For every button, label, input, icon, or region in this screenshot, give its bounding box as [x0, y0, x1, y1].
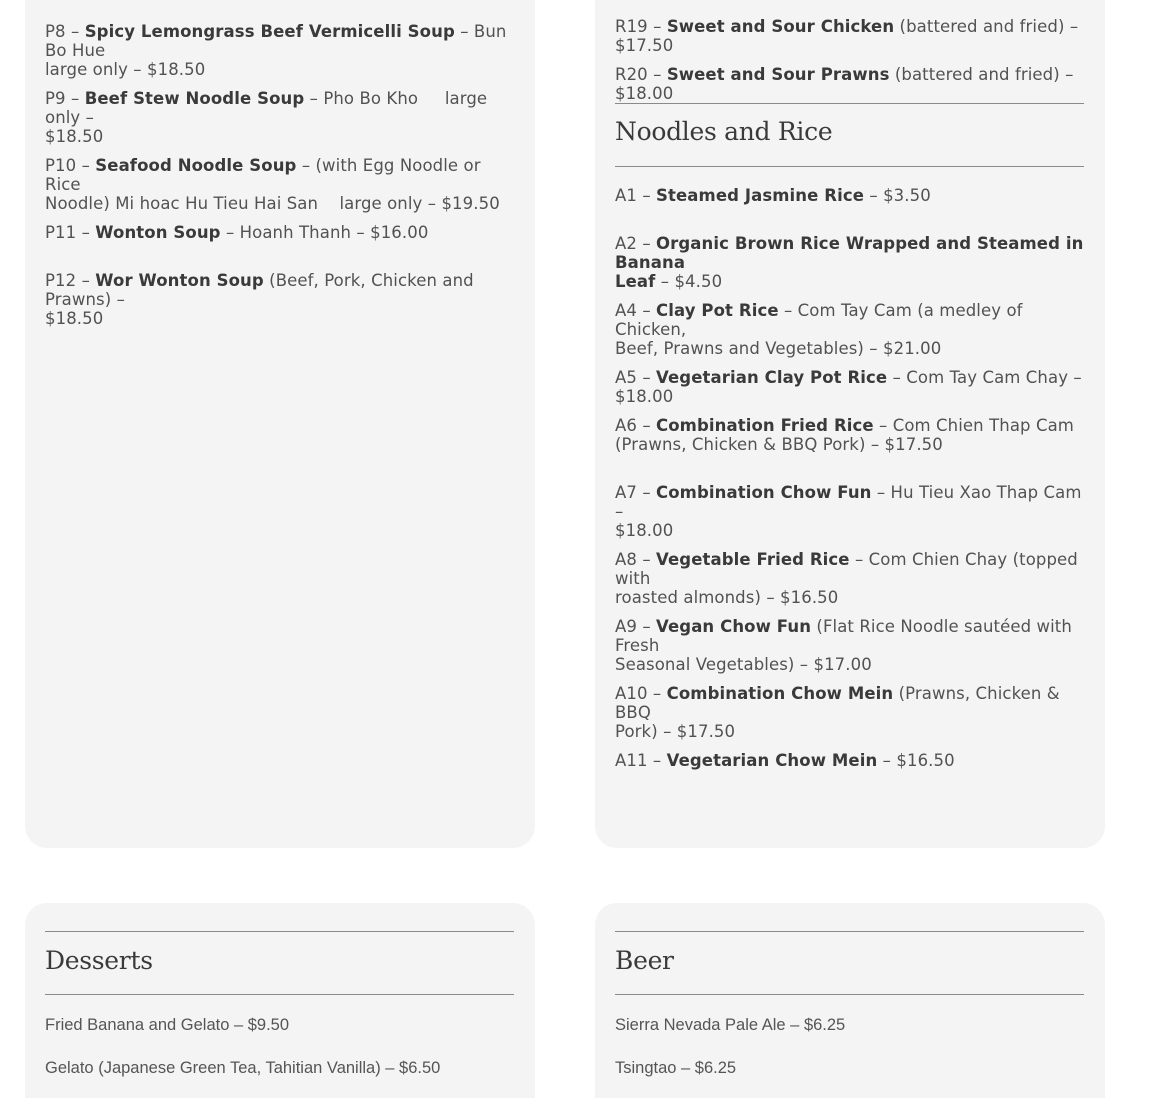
section-title: Desserts [45, 946, 153, 975]
item-code: P12 – [45, 271, 96, 290]
item-desc: – Com Tay Cam (a medley of Chicken, [615, 301, 1023, 339]
item-name: Sweet and Sour Prawns [666, 65, 890, 84]
section-title: Noodles and Rice [615, 117, 833, 146]
menu-item-r20 [615, 65, 1085, 103]
section-divider-top [45, 931, 514, 932]
item-name: Vegetarian Clay Pot Rice [656, 368, 888, 387]
menu-item-p9 [45, 89, 515, 146]
section-divider-bottom [615, 994, 1084, 995]
item-desc: – Hu Tieu Xao Thap Cam – [615, 483, 1082, 521]
item-desc: (battered and fried) – $17.50 [615, 17, 1079, 55]
item-code: A5 – [615, 368, 657, 387]
item-code: P8 – [45, 22, 85, 41]
item-desc-line2: large only – $18.50 [45, 60, 206, 79]
beer-item: Tsingtao – $6.25 [615, 1059, 737, 1077]
item-desc: (Prawns, Chicken & BBQ [615, 684, 1060, 722]
item-name: Seafood Noodle Soup [95, 156, 297, 175]
desserts-card [25, 903, 535, 1098]
beer-card [595, 903, 1105, 1098]
menu-item-a8 [615, 550, 1085, 607]
item-code: A2 – [615, 234, 657, 253]
item-desc-line2: Beef, Prawns and Vegetables) – $21.00 [615, 339, 942, 358]
item-name: Beef Stew Noodle Soup [84, 89, 305, 108]
item-desc-line2: roasted almonds) – $16.50 [615, 588, 839, 607]
item-desc: – Hoanh Thanh – $16.00 [220, 223, 429, 242]
section-title: Beer [615, 946, 674, 975]
item-name: Vegan Chow Fun [656, 617, 812, 636]
noodles-rice-card [595, 0, 1105, 848]
menu-item-p12 [45, 271, 515, 328]
menu-item-a7 [615, 483, 1085, 540]
menu-item-a5 [615, 368, 1085, 406]
item-code: A9 – [615, 617, 657, 636]
menu-item-a2 [615, 234, 1085, 291]
item-desc: (battered and fried) – $18.00 [615, 65, 1074, 103]
item-name: Combination Chow Fun [656, 483, 872, 502]
item-code: P10 – [45, 156, 96, 175]
item-code: A1 – [615, 186, 657, 205]
dessert-item: Fried Banana and Gelato – $9.50 [45, 1016, 290, 1034]
item-desc-line2: Seasonal Vegetables) – $17.00 [615, 655, 872, 674]
section-divider-top [615, 103, 1084, 104]
item-code: A8 – [615, 550, 657, 569]
menu-item-a1 [615, 186, 1085, 205]
item-name: Wonton Soup [95, 223, 221, 242]
soups-card [25, 0, 535, 848]
item-desc: – Pho Bo Kho large only – [45, 89, 488, 127]
item-code: A4 – [615, 301, 657, 320]
item-desc: – Com Chien Thap Cam [873, 416, 1074, 435]
item-code: P11 – [45, 223, 96, 242]
item-name: Vegetable Fried Rice [656, 550, 850, 569]
menu-item-a6 [615, 416, 1085, 454]
item-desc-line2: Noodle) Mi hoac Hu Tieu Hai San large only – $19.50 [45, 194, 500, 213]
item-code: R20 – [615, 65, 667, 84]
item-code: A7 – [615, 483, 657, 502]
item-name: Sweet and Sour Chicken [666, 17, 895, 36]
item-code: A6 – [615, 416, 657, 435]
item-name-line2: Leaf [615, 272, 656, 291]
item-desc: – Com Tay Cam Chay – $18.00 [615, 368, 1082, 406]
item-desc: – Com Chien Chay (topped with [615, 550, 1078, 588]
item-desc-line2: (Prawns, Chicken & BBQ Pork) – $17.50 [615, 435, 943, 454]
section-divider-bottom [45, 994, 514, 995]
menu-item-r19 [615, 17, 1085, 55]
section-divider-bottom [615, 166, 1084, 167]
menu-item-a4 [615, 301, 1085, 358]
item-name: Vegetarian Chow Mein [666, 751, 878, 770]
menu-item-a10 [615, 684, 1085, 741]
item-desc-line2: $18.50 [45, 309, 104, 328]
item-name: Organic Brown Rice Wrapped and Steamed in Banana [615, 234, 1084, 272]
item-desc-line2: – $4.50 [655, 272, 723, 291]
item-name: Spicy Lemongrass Beef Vermicelli Soup [84, 22, 455, 41]
item-name: Steamed Jasmine Rice [656, 186, 865, 205]
item-desc: (Beef, Pork, Chicken and Prawns) – [45, 271, 474, 309]
item-desc: – Bun Bo Hue [45, 22, 507, 60]
dessert-item: Gelato (Japanese Green Tea, Tahitian Vanilla) – $6.50 [45, 1059, 441, 1077]
item-code: P9 – [45, 89, 85, 108]
beer-item: Sierra Nevada Pale Ale – $6.25 [615, 1016, 846, 1034]
item-name: Clay Pot Rice [656, 301, 779, 320]
menu-item-p8 [45, 22, 515, 79]
item-desc: – $16.50 [877, 751, 955, 770]
menu-item-a9 [615, 617, 1085, 674]
item-name: Combination Fried Rice [656, 416, 874, 435]
menu-item-p11 [45, 223, 515, 242]
menu-item-p10 [45, 156, 515, 213]
item-desc-line2: $18.00 [615, 521, 674, 540]
item-code: A11 – [615, 751, 667, 770]
item-desc: – (with Egg Noodle or Rice [45, 156, 481, 194]
item-code: A10 – [615, 684, 667, 703]
menu-item-a11 [615, 751, 1085, 770]
section-divider-top [615, 931, 1084, 932]
item-desc-line2: $18.50 [45, 127, 104, 146]
item-desc: (Flat Rice Noodle sautéed with Fresh [615, 617, 1072, 655]
item-name: Combination Chow Mein [666, 684, 894, 703]
item-desc: – $3.50 [864, 186, 931, 205]
item-desc-line2: Pork) – $17.50 [615, 722, 736, 741]
item-name: Wor Wonton Soup [95, 271, 264, 290]
item-code: R19 – [615, 17, 667, 36]
